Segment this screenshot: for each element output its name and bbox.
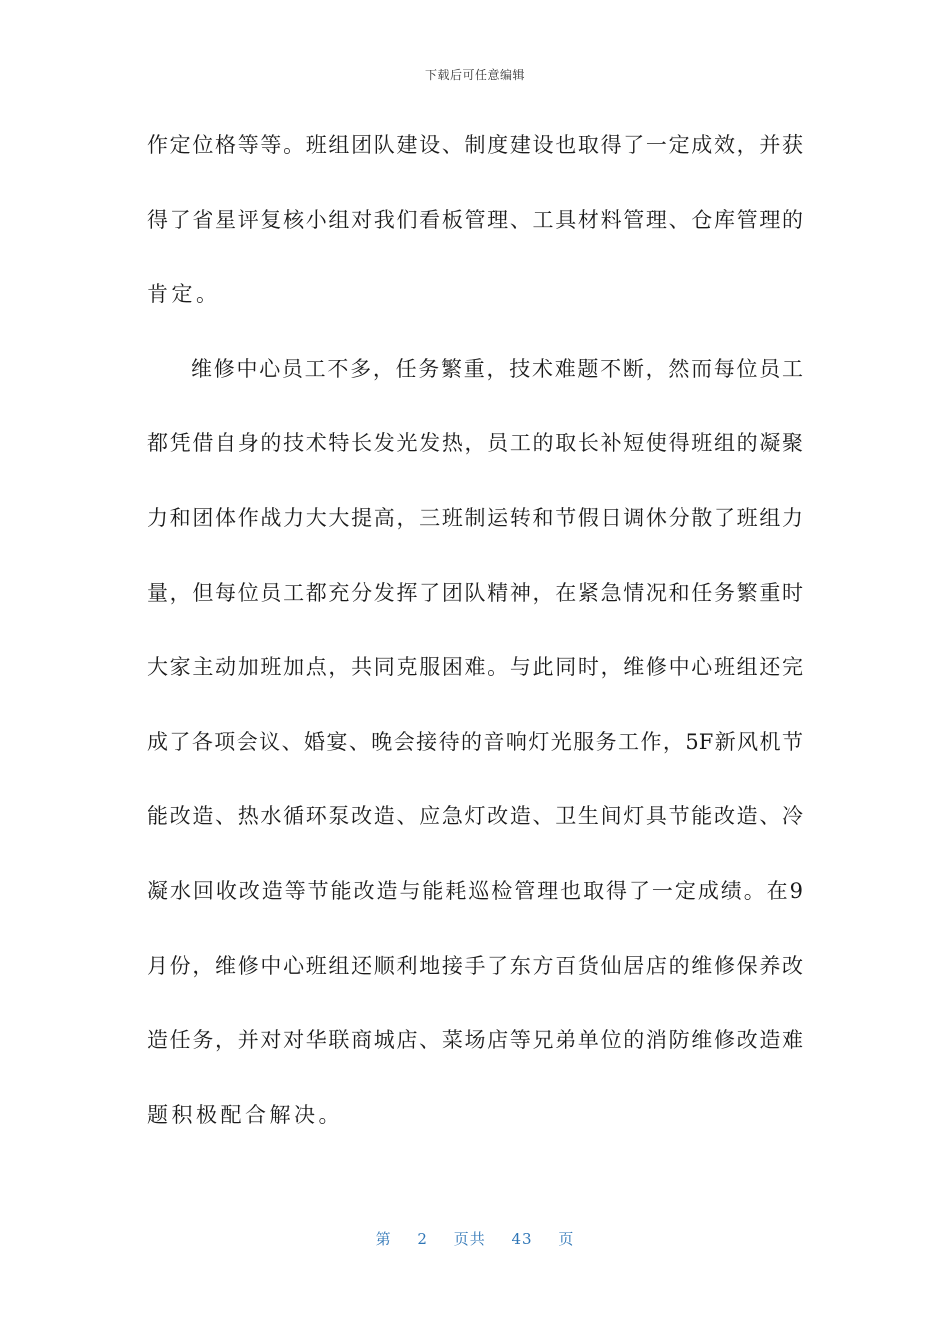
text-line: 都凭借自身的技术特长发光发热，员工的取长补短使得班组的凝聚 <box>147 431 803 456</box>
text-line: 成了各项会议、婚宴、晚会接待的音响灯光服务工作，5F新风机节 <box>147 729 803 754</box>
text-line: 大家主动加班加点，共同克服困难。与此同时，维修中心班组还完 <box>147 655 803 680</box>
total-page-count: 43 <box>511 1230 533 1248</box>
page-header: 下载后可任意编辑 <box>424 68 525 82</box>
text-line: 能改造、热水循环泵改造、应急灯改造、卫生间灯具节能改造、冷 <box>147 804 803 829</box>
text-line: 量，但每位员工都充分发挥了团队精神，在紧急情况和任务繁重时 <box>147 580 803 605</box>
page-footer <box>0 1228 950 1249</box>
text-line: 得了省星评复核小组对我们看板管理、工具材料管理、仓库管理的 <box>147 207 803 232</box>
text-line: 题积极配合解决。 <box>147 1102 343 1127</box>
page-number-prefix: 第 <box>375 1230 392 1248</box>
text-line: 月份，维修中心班组还顺利地接手了东方百货仙居店的维修保养改 <box>147 953 803 978</box>
text-line: 造任务，并对对华联商城店、菜场店等兄弟单位的消防维修改造难 <box>147 1028 803 1053</box>
text-line: 肯定。 <box>147 282 221 307</box>
page-number-suffix: 页 <box>558 1230 575 1248</box>
text-line: 力和团体作战力大大提高，三班制运转和节假日调休分散了班组力 <box>147 505 803 530</box>
page-number-middle: 页共 <box>453 1230 486 1248</box>
document-body <box>147 120 803 1164</box>
text-line: 凝水回收改造等节能改造与能耗巡检管理也取得了一定成绩。在9 <box>147 878 803 903</box>
text-line: 维修中心员工不多，任务繁重，技术难题不断，然而每位员工 <box>191 356 803 381</box>
current-page-number: 2 <box>417 1230 428 1248</box>
text-line: 作定位格等等。班组团队建设、制度建设也取得了一定成效，并获 <box>147 133 803 157</box>
